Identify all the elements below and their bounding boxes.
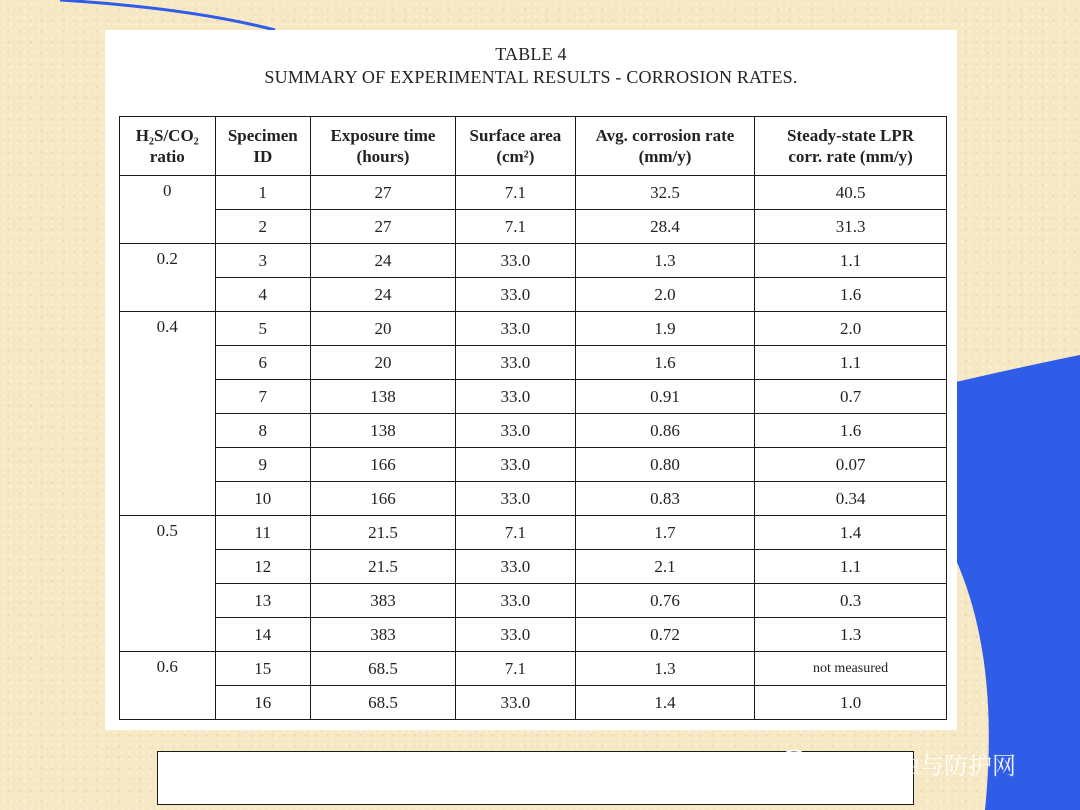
- header-ratio: H₂S/CO₂ ratio: [120, 117, 216, 176]
- lpr-rate-cell: 0.34: [755, 482, 947, 516]
- table-row: [120, 652, 947, 686]
- specimen-id-cell: 3: [215, 244, 311, 278]
- table-row: [120, 312, 947, 346]
- table-row: [120, 380, 947, 414]
- lpr-rate-cell: 40.5: [755, 176, 947, 210]
- exposure-cell: 68.5: [311, 686, 456, 720]
- table-row: [120, 516, 947, 550]
- specimen-id-cell: 5: [215, 312, 311, 346]
- surface-cell: 33.0: [455, 686, 575, 720]
- avg-rate-cell: 1.6: [575, 346, 754, 380]
- exposure-cell: 20: [311, 312, 456, 346]
- lpr-rate-cell: 1.4: [755, 516, 947, 550]
- surface-cell: 7.1: [455, 652, 575, 686]
- specimen-id-cell: 7: [215, 380, 311, 414]
- specimen-id-cell: 10: [215, 482, 311, 516]
- avg-rate-cell: 1.3: [575, 652, 754, 686]
- specimen-id-cell: 16: [215, 686, 311, 720]
- ratio-cell: 0.6: [120, 652, 216, 720]
- specimen-id-cell: 14: [215, 618, 311, 652]
- surface-cell: 7.1: [455, 176, 575, 210]
- surface-cell: 33.0: [455, 414, 575, 448]
- surface-cell: 33.0: [455, 312, 575, 346]
- avg-rate-cell: 0.83: [575, 482, 754, 516]
- specimen-id-cell: 1: [215, 176, 311, 210]
- surface-cell: 7.1: [455, 516, 575, 550]
- header-row: [120, 117, 947, 176]
- header-exposure-time: Exposure time (hours): [311, 117, 456, 176]
- watermark-text: 中国腐蚀与防护网: [824, 751, 1016, 780]
- table-row: [120, 278, 947, 312]
- lpr-rate-cell: 1.1: [755, 244, 947, 278]
- document-panel: [105, 30, 957, 730]
- exposure-cell: 166: [311, 448, 456, 482]
- specimen-id-cell: 6: [215, 346, 311, 380]
- lpr-rate-cell: 0.3: [755, 584, 947, 618]
- specimen-id-cell: 13: [215, 584, 311, 618]
- avg-rate-cell: 2.0: [575, 278, 754, 312]
- header-surface-area: Surface area (cm²): [455, 117, 575, 176]
- surface-cell: 33.0: [455, 618, 575, 652]
- surface-cell: 33.0: [455, 448, 575, 482]
- surface-cell: 7.1: [455, 210, 575, 244]
- table-row: [120, 176, 947, 210]
- specimen-id-cell: 15: [215, 652, 311, 686]
- lpr-rate-cell: 0.07: [755, 448, 947, 482]
- table-row: [120, 448, 947, 482]
- lpr-rate-cell: 2.0: [755, 312, 947, 346]
- table-row: [120, 346, 947, 380]
- avg-rate-cell: 1.3: [575, 244, 754, 278]
- lpr-rate-cell: 1.6: [755, 278, 947, 312]
- table-row: [120, 584, 947, 618]
- ratio-cell: 0.5: [120, 516, 216, 652]
- avg-rate-cell: 2.1: [575, 550, 754, 584]
- exposure-cell: 68.5: [311, 652, 456, 686]
- avg-rate-cell: 1.9: [575, 312, 754, 346]
- avg-rate-cell: 0.80: [575, 448, 754, 482]
- table-row: [120, 618, 947, 652]
- table-row: [120, 686, 947, 720]
- surface-cell: 33.0: [455, 584, 575, 618]
- avg-rate-cell: 1.7: [575, 516, 754, 550]
- corrosion-results-table: [119, 116, 947, 720]
- specimen-id-cell: 8: [215, 414, 311, 448]
- lpr-rate-cell: not measured: [755, 652, 947, 686]
- surface-cell: 33.0: [455, 482, 575, 516]
- avg-rate-cell: 32.5: [575, 176, 754, 210]
- lpr-rate-cell: 1.3: [755, 618, 947, 652]
- table-row: [120, 244, 947, 278]
- lpr-rate-cell: 31.3: [755, 210, 947, 244]
- exposure-cell: 383: [311, 618, 456, 652]
- ratio-cell: 0.2: [120, 244, 216, 312]
- table-subtitle: SUMMARY OF EXPERIMENTAL RESULTS - CORROSION RATES.: [264, 67, 798, 87]
- header-avg-corrosion-rate: Avg. corrosion rate (mm/y): [575, 117, 754, 176]
- ratio-cell: 0.4: [120, 312, 216, 516]
- surface-cell: 33.0: [455, 278, 575, 312]
- exposure-cell: 138: [311, 380, 456, 414]
- surface-cell: 33.0: [455, 380, 575, 414]
- avg-rate-cell: 28.4: [575, 210, 754, 244]
- table-row: [120, 482, 947, 516]
- exposure-cell: 27: [311, 176, 456, 210]
- surface-cell: 33.0: [455, 244, 575, 278]
- specimen-id-cell: 9: [215, 448, 311, 482]
- lpr-rate-cell: 0.7: [755, 380, 947, 414]
- exposure-cell: 27: [311, 210, 456, 244]
- table-row: [120, 210, 947, 244]
- surface-cell: 33.0: [455, 550, 575, 584]
- specimen-id-cell: 4: [215, 278, 311, 312]
- lpr-rate-cell: 1.6: [755, 414, 947, 448]
- ratio-cell: 0: [120, 176, 216, 244]
- lpr-rate-cell: 1.0: [755, 686, 947, 720]
- exposure-cell: 21.5: [311, 550, 456, 584]
- specimen-id-cell: 12: [215, 550, 311, 584]
- exposure-cell: 383: [311, 584, 456, 618]
- avg-rate-cell: 1.4: [575, 686, 754, 720]
- specimen-id-cell: 11: [215, 516, 311, 550]
- table-title: TABLE 4: [495, 44, 567, 64]
- exposure-cell: 24: [311, 278, 456, 312]
- exposure-cell: 21.5: [311, 516, 456, 550]
- exposure-cell: 166: [311, 482, 456, 516]
- exposure-cell: 24: [311, 244, 456, 278]
- header-lpr-rate: Steady-state LPR corr. rate (mm/y): [755, 117, 947, 176]
- table-row: [120, 414, 947, 448]
- specimen-id-cell: 2: [215, 210, 311, 244]
- lpr-rate-cell: 1.1: [755, 346, 947, 380]
- lpr-rate-cell: 1.1: [755, 550, 947, 584]
- top-arc-decoration: [60, 0, 275, 30]
- avg-rate-cell: 0.91: [575, 380, 754, 414]
- exposure-cell: 138: [311, 414, 456, 448]
- avg-rate-cell: 0.86: [575, 414, 754, 448]
- header-specimen-id: Specimen ID: [215, 117, 311, 176]
- avg-rate-cell: 0.76: [575, 584, 754, 618]
- wechat-icon: [780, 748, 816, 778]
- surface-cell: 33.0: [455, 346, 575, 380]
- avg-rate-cell: 0.72: [575, 618, 754, 652]
- exposure-cell: 20: [311, 346, 456, 380]
- watermark: [780, 745, 1016, 781]
- table-row: [120, 550, 947, 584]
- blue-swoosh-decoration: [956, 355, 1080, 810]
